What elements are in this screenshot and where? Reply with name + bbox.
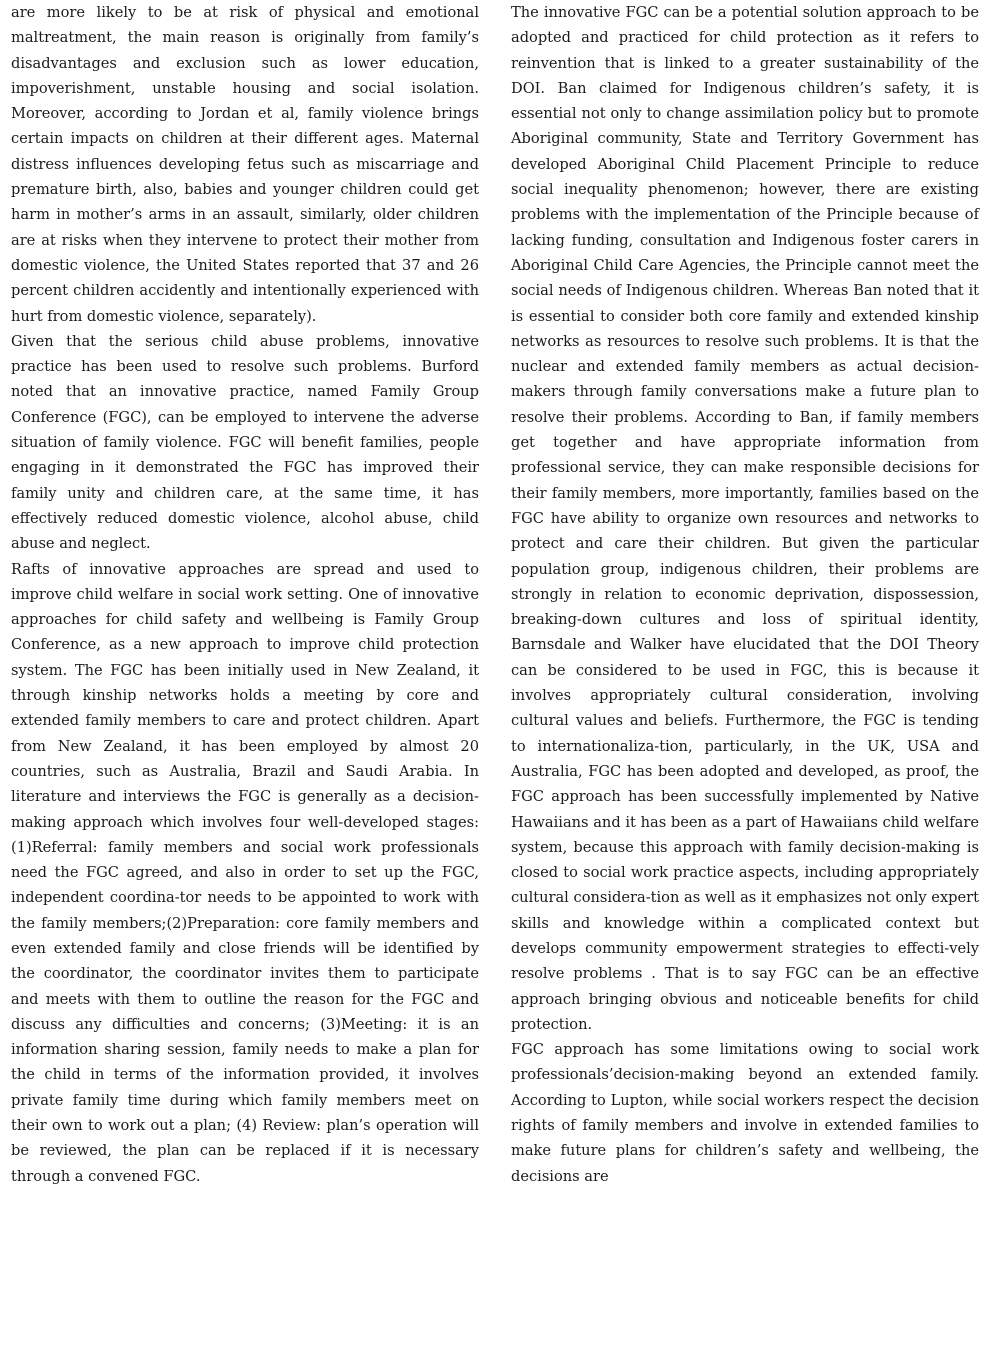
paragraph: FGC approach has some limitations owing to social work professionals’decision-making beyond an extended family. According to Lupton, while social workers respect the decision rights of family members and involve in extended families to make future plans for children’s safety and wellbeing, the decisions are bbox=[511, 1041, 979, 1185]
left-column bbox=[11, 0, 479, 1189]
paragraph: Rafts of innovative approaches are spread and used to improve child welfare in social work setting. One of innovative approaches for child safety and wellbeing is Family Group Conference, as a new approach to improve child protection system. The FGC has been initially used in New Zealand, it through kinship networks holds a meeting by core and extended family members to care and protect children. Apart from New Zealand, it has been employed by almost 20 countries, such as Australia, Brazil and Saudi Arabia. In literature and interviews the FGC is generally as a decision-making approach which involves four well-developed stages:(1)Referral: family members and social work professionals need the FGC agreed, and also in order to set up the FGC, independent coordina-tor needs to be appointed to work with the family members;(2)Preparation: core family members and even extended family and close friends will be identified by the coordinator, the coordinator invites them to participate and meets with them to outline the reason for the FGC and discuss any difficulties and concerns; (3)Meeting: it is an information sharing session, family needs to make a plan for the child in terms of the information provided, it involves private family time during which family members meet on their own to work out a plan; (4) Review: plan’s operation will be reviewed, the plan can be replaced if it is necessary through a convened FGC. bbox=[11, 560, 479, 1185]
paragraph: The innovative FGC can be a potential solution approach to be adopted and practiced for child protection as it refers to reinvention that is linked to a greater sustainability of the DOI. Ban claimed for Indigenous children’s safety, it is essential not only to change assimilation policy but to promote Aboriginal community, State and Territory Government has developed Aboriginal Child Placement Principle to reduce social inequality phenomenon; however, there are existing problems with the implementation of the Principle because of lacking funding, consultation and Indigenous foster carers in Aboriginal Child Care Agencies, the Principle cannot meet the social needs of Indigenous children. Whereas Ban noted that it is essential to consider both core family and extended kinship networks as resources to resolve such problems. It is that the nuclear and extended family members as actual decision-makers through family conversations make a future plan to resolve their problems. According to Ban, if family members get together and have appropriate information from professional service, they can make responsible decisions for their family members, more importantly, families based on the FGC have ability to organize own resources and networks to protect and care their children. But given the particular population group, indigenous children, their problems are strongly in relation to economic deprivation, dispossession, breaking-down cultures and loss of spiritual identity, Barnsdale and Walker have elucidated that the DOI Theory can be considered to be used in FGC, this is because it involves appropriately cultural consideration, involving cultural values and beliefs. Furthermore, the FGC is tending to internationaliza-tion, particularly, in the UK, USA and Australia, FGC has been adopted and developed, as proof, the FGC approach has been successfully implemented by Native Hawaiians and it has been as a part of Hawaiians child welfare system, because this approach with family decision-making is closed to social work practice aspects, including appropriately cultural considera-tion as well as it emphasizes not only expert skills and knowledge within a complicated context but develops community empowerment strategies to effecti-vely resolve problems . That is to say FGC can be an effective approach bringing obvious and noticeable benefits for child protection. bbox=[511, 4, 979, 1033]
right-column bbox=[511, 0, 979, 1189]
paragraph: are more likely to be at risk of physical and emotional maltreatment, the main reason is originally from family’s disadvantages and exclusion such as lower education, impoverishment, unstable housing and social isolation. Moreover, according to Jordan et al, family violence brings certain impacts on children at their different ages. Maternal distress influences developing fetus such as miscarriage and premature birth, also, babies and younger children could get harm in mother’s arms in an assault, similarly, older children are at risks when they intervene to protect their mother from domestic violence, the United States reported that 37 and 26 percent children accidently and intentionally experienced with hurt from domestic violence, separately). bbox=[11, 4, 479, 325]
paragraph: Given that the serious child abuse problems, innovative practice has been used to resolve such problems. Burford noted that an innovative practice, named Family Group Conference (FGC), can be employed to intervene the adverse situation of family violence. FGC will benefit families, people engaging in it demonstrated the FGC has improved their family unity and children care, at the same time, it has effectively reduced domestic violence, alcohol abuse, child abuse and neglect. bbox=[11, 332, 479, 553]
